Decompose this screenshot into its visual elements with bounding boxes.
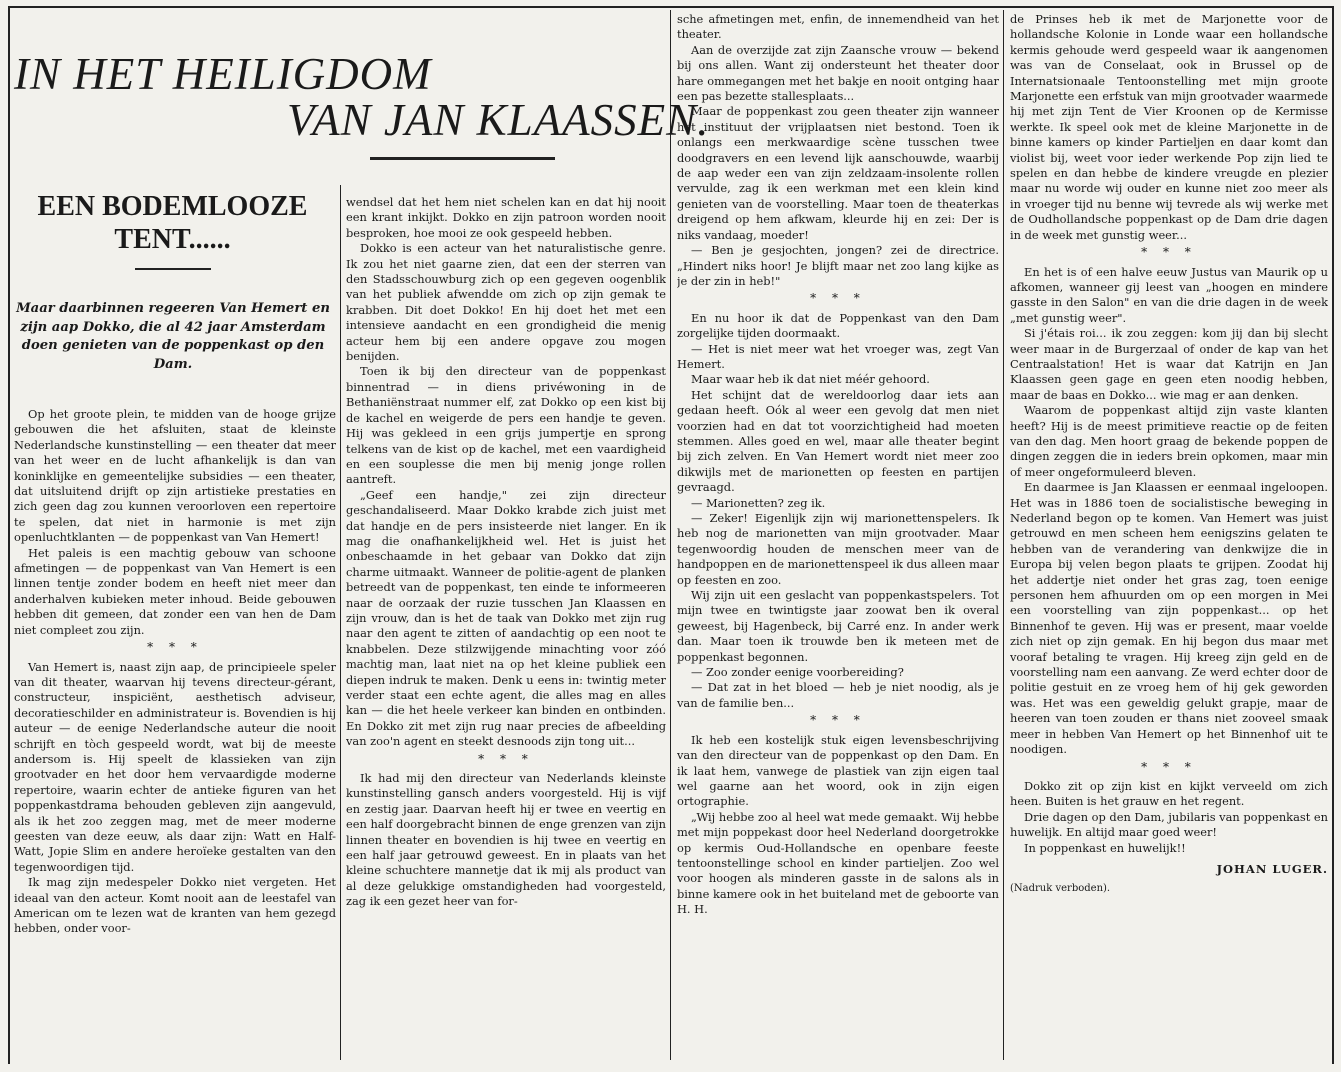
headline-line-2: VAN JAN KLAASSEN.: [287, 95, 710, 145]
paragraph: Si j'étais roi... ik zou zeggen: kom jij dan bij slecht weer maar in de Burgerzaal of onder de kap van het Centraalstation! Het is waar dat Katrijn en Jan Klaassen geen gage en geen eten noodig hebben, maar de baas en Dokko... wie mag er aan denken.: [1010, 326, 1328, 402]
paragraph: En het is of een halve eeuw Justus van Maurik op u afkomen, wanneer gij leest van „hoogen en mindere gasste in den Salon" en van die drie dagen in de week „met gunstig weer".: [1010, 264, 1328, 325]
paragraph: En daarmee is Jan Klaassen er eenmaal ingeloopen. Het was in 1886 toen de socialistische beweging in Nederland begon op te komen. Van Hemert was juist getrouwd en men scheen hem eenigszins gelaten te hebben van de verandering van denkwijze die in Europa bij velen begon plaats te grijpen. Zoodat hij het addertje niet onder het gras zag, toen eenige personen hem afhuurden om op een morgen in Mei een voorstelling van zijn poppenkast... op het Binnenhof te geven. Hij was er present, maar voelde zich niet op zijn gemak. En hij begon dus maar met vooraf betaling te vragen. Hij kreeg zijn geld en de voorstelling nam een aanvang. Ze werd echter door de politie gestuit en ze vroeg hem of hij gek geworden was. Het was een geweldig gelukt grapje, maar de heeren van toen zouden er thans niet zooveel smaak meer in hebben Van Hemert op het Binnenhof uit te noodigen.: [1010, 480, 1328, 757]
paragraph: Toen ik bij den directeur van de poppenkast binnentrad — in diens privéwoning in de Bethaniënstraat nummer elf, zat Dokko op een kist bij de kachel en weigerde de pers een handje te geven. Hij was gekleed in een grijs jumpertje en sprong telkens van de kist op de kachel, met een vaardigheid en een souplesse die men bij menig jonge rollen aantreft.: [346, 364, 666, 487]
column-4: [1010, 12, 1328, 1064]
paragraph: — Dat zat in het bloed — heb je niet noodig, als je van de familie ben...: [677, 680, 999, 710]
paragraph: Waarom de poppenkast altijd zijn vaste klanten heeft? Hij is de meest primitieve reactie op de feiten van den dag. Men hoort graag de bekende poppen de dingen zeggen die in ieders brein opkomen, maar min of meer ongeformuleerd bleven.: [1010, 403, 1328, 479]
paragraph: „Geef een handje," zei zijn directeur geschandaliseerd. Maar Dokko krabde zich juist met dat handje en de pers insisteerde niet langer. En ik mag die onafhankelijkheid wel. Het is juist het onbeschaamde in het gebaar van Dokko dat zijn charme uitmaakt. Wanneer de politie-agent de planken betreedt van de poppenkast, ten einde te informeeren naar de oorzaak der ruzie tusschen Jan Klaassen en zijn vrouw, dan is het de taak van Dokko met zijn rug naar den agent te zitten of aandachtig op een noot te knabbelen. Deze stilzwijgende minachting voor zóó machtig man, laat niet na op het kleine publiek een diepen indruk te maken. Denk u eens in: twintig meter verder staat een echte agent, die alles mag en alles kan — die het heele verkeer kan binden en ontbinden. En Dokko zit met zijn rug naar precies de afbeelding van zoo'n agent en steekt desnoods zijn tong uit...: [346, 487, 666, 749]
paragraph: Ik had mij den directeur van Nederlands kleinste kunstinstelling gansch anders voorgesteld. Hij is vijf en zestig jaar. Daarvan heeft hij er twee en veertig en een half doorgebracht binnen de enge grenzen van zijn linnen theater en bovendien is hij twee en veertig en een half jaar getrouwd geweest. En in plaats van het kleine schuchtere mannetje dat ik mij als product van al deze gelukkige omstandigheden had voorgesteld, zag ik een gezet heer van for-: [346, 771, 666, 909]
headline-line-1: IN HET HEILIGDOM: [14, 49, 432, 99]
section-divider: * * *: [1141, 759, 1197, 774]
paragraph: In poppenkast en huwelijk!!: [1024, 840, 1186, 855]
subhead: EEN BODEMLOOZE TENT......: [37, 191, 308, 255]
reprint-notice: (Nadruk verboden).: [1010, 883, 1111, 895]
paragraph: — Het is niet meer wat het vroeger was, zegt Van Hemert.: [677, 341, 999, 371]
paragraph: Het schijnt dat de wereldoorlog daar iets aan gedaan heeft. Oók al weer een gevolg dat men niet voorzien had en dat tot voorzichtigheid had moeten stemmen. Alles goed en wel, maar alle theater begint bij zich zelven. En Van Hemert wordt niet meer zoo dikwijls met de marionetten op feesten en partijen gevraagd.: [677, 387, 999, 495]
author-signature: JOHAN LUGER.: [1216, 861, 1328, 876]
paragraph: — Zeker! Eigenlijk zijn wij marionettenspelers. Ik heb nog de marionetten van mijn grootvader. Maar tegenwoordig houden de menschen meer van de handpoppen en de marionettenspeel ik dus alleen maar op feesten en zoo.: [677, 511, 999, 587]
paragraph: Maar de poppenkast zou geen theater zijn wanneer het instituut der vrijplaatsen niet bestond. Toen ik onlangs een merkwaardige scène tusschen twee doodgravers en een levend lijk aanschouwde, waarbij de aap weder een van zijn zeldzaam-insolente rollen vervulde, zag ik een werkman met een klein kind genieten van de voorstelling. Maar toen de theaterkas dreigend op hem afkwam, kleurde hij en zei: Der is niks vandaag, moeder!: [677, 104, 999, 242]
section-divider: * * *: [810, 291, 866, 306]
section-divider: * * *: [1141, 245, 1197, 260]
paragraph: de Prinses heb ik met de Marjonette voor de hollandsche Kolonie in Londe waar een hollandsche kermis gehoude werd gespeeld waar ik aangenomen was van de Conselaat, ook in Brussel op de Internatsionaale Tentoonstelling met mijn groote Marjonette een erfstuk van mijn grootvader waarmede hij met zijn Tent de Vier Kroonen op de Kermisse werkte. Ik speel ook met de kleine Marjonette in de binne kamers op kinder Partieljen en daar komt dan violist bij, weet voor ieder werkende Pop zijn lied te spelen en dan hebbe de kindere vreugde en plezier maar nu worde wij ouder en kunne niet zoo meer als in vroeger tijd nu benne wij tevrede als wij werke met de Oudhollandsche poppenkast op de Dam drie dagen in de week met gunstig weer...: [1010, 12, 1328, 242]
paragraph: Het paleis is een machtig gebouw van schoone afmetingen — de poppenkast van Van Hemert is een linnen tentje zonder bodem en heeft niet meer dan anderhalven kubieken meter inhoud. Beide gebouwen hebben dit gemeen, dat zonder een van hen de Dam niet compleet zou zijn.: [14, 545, 336, 637]
top-border: [8, 6, 1334, 8]
paragraph: Maar waar heb ik dat niet méér gehoord.: [691, 372, 930, 387]
column-2: [346, 195, 666, 1057]
headline-rule: [370, 157, 555, 160]
paragraph: Ik heb een kostelijk stuk eigen levensbeschrijving van den directeur van de poppenkast op den Dam. En ik laat hem, vanwege de plastiek van zijn eigen taal wel gaarne aan het woord, ook in zijn eigen ortographie.: [677, 732, 999, 809]
column-rule-3: [1003, 10, 1004, 1060]
column-1: [14, 407, 336, 1057]
section-divider: * * *: [810, 713, 866, 728]
paragraph: Dokko zit op zijn kist en kijkt verveeld om zich heen. Buiten is het grauw en het regent.: [1010, 778, 1328, 809]
paragraph: „Wij hebbe zoo al heel wat mede gemaakt. Wij hebbe met mijn poppekast door heel Nederland doorgetrokke op kermis Oud-Hollandsche en openbare feeste tentoonstellinge school en kinder partieljen. Zoo wel voor hoogen als minderen gasste in de salons als in binne kamere ook in het buiteland met de geboorte van H. H.: [677, 809, 999, 917]
section-divider: * * *: [147, 640, 203, 655]
paragraph: Op het groote plein, te midden van de hooge grijze gebouwen die het afsluiten, staat de kleinste Nederlandsche kunstinstelling — een theater dat meer van het weer en de lucht afhankelijk is dan van koninklijke en gemeentelijke subsidies — een theater, dat uitsluitend drijft op zijn artistieke prestaties en zich geen dag zou kunnen veroorloven een repertoire te spelen, dat niet in harmonie is met zijn openluchtklanten — de poppenkast van Van Hemert!: [14, 407, 336, 545]
paragraph: Aan de overzijde zat zijn Zaansche vrouw — bekend bij ons allen. Want zij ondersteunt het theater door hare ommegangen met het bakje en nooit ontging haar een pas bezette stallesplaats...: [677, 42, 999, 104]
paragraph: En nu hoor ik dat de Poppenkast van den Dam zorgelijke tijden doormaakt.: [677, 310, 999, 341]
left-border: [8, 6, 10, 1064]
right-border: [1332, 6, 1334, 1064]
paragraph: Van Hemert is, naast zijn aap, de principieele speler van dit theater, waarvan hij tevens directeur-gérant, constructeur, inspiciënt, aesthetisch adviseur, decoratieschilder en administrateur is. Bovendien is hij auteur — de eenige Nederlandsche auteur die nooit schrijft en tòch gespeeld wordt, wat bij de meeste andersom is. Hij speelt de klassieken van zijn grootvader en het door hem vervaardigde moderne repertoire, waarin echter de antieke figuren van het poppenkastdrama behouden gebleven zijn aangevuld, als ik het zoo zeggen mag, met de meer moderne geesten van deze eeuw, als daar zijn: Watt en Half-Watt, Jopie Slim en andere heroïeke gestalten van den tegenwoordigen tijd.: [14, 659, 336, 874]
paragraph: — Zoo zonder eenige voorbereiding?: [691, 665, 904, 680]
paragraph: wendsel dat het hem niet schelen kan en dat hij nooit een krant inkijkt. Dokko en zijn patroon worden nooit besproken, hoe mooi ze ook gespeeld hebben.: [346, 195, 666, 240]
paragraph: Wij zijn uit een geslacht van poppenkastspelers. Tot mijn twee en twintigste jaar zoowat ben ik overal geweest, bij Hagenbeck, bij Carré enz. In ander werk dan. Maar toen ik trouwde ben ik meteen met de poppenkast begonnen.: [677, 588, 999, 664]
section-divider: * * *: [478, 751, 534, 766]
paragraph: Dokko is een acteur van het naturalistische genre. Ik zou het niet gaarne zien, dat een der sterren van den Stadsschouwburg zich op een gegeven oogenblik van het publiek afwendde om zich op zijn gemak te krabben. Dit doet Dokko! En hij doet het met een intensieve aandacht en een grondigheid die menig acteur hem bij een andere opgave zou mogen benijden.: [346, 241, 666, 364]
paragraph: sche afmetingen met, enfin, de innemendheid van het theater.: [677, 12, 999, 42]
lede: Maar daarbinnen regeeren Van Hemert en zijn aap Dokko, die al 42 jaar Amsterdam doen genieten van de poppenkast op den Dam.: [16, 301, 330, 372]
paragraph: — Marionetten? zeg ik.: [691, 495, 826, 510]
column-rule-2: [670, 10, 671, 1060]
paragraph: Ik mag zijn medespeler Dokko niet vergeten. Het ideaal van den acteur. Komt nooit aan de leestafel van American om te lezen wat de kranten van hem gezegd hebben, onder voor-: [14, 875, 336, 936]
paragraph: Drie dagen op den Dam, jubilaris van poppenkast en huwelijk. En altijd maar goed weer!: [1010, 809, 1328, 840]
column-3: [677, 12, 999, 1057]
column-rule-1: [340, 185, 341, 1060]
subhead-rule: [135, 268, 211, 270]
paragraph: — Ben je gesjochten, jongen? zei de directrice. „Hindert niks hoor! Je blijft maar net zoo lang kijke as je der zin in heb!": [677, 243, 999, 288]
